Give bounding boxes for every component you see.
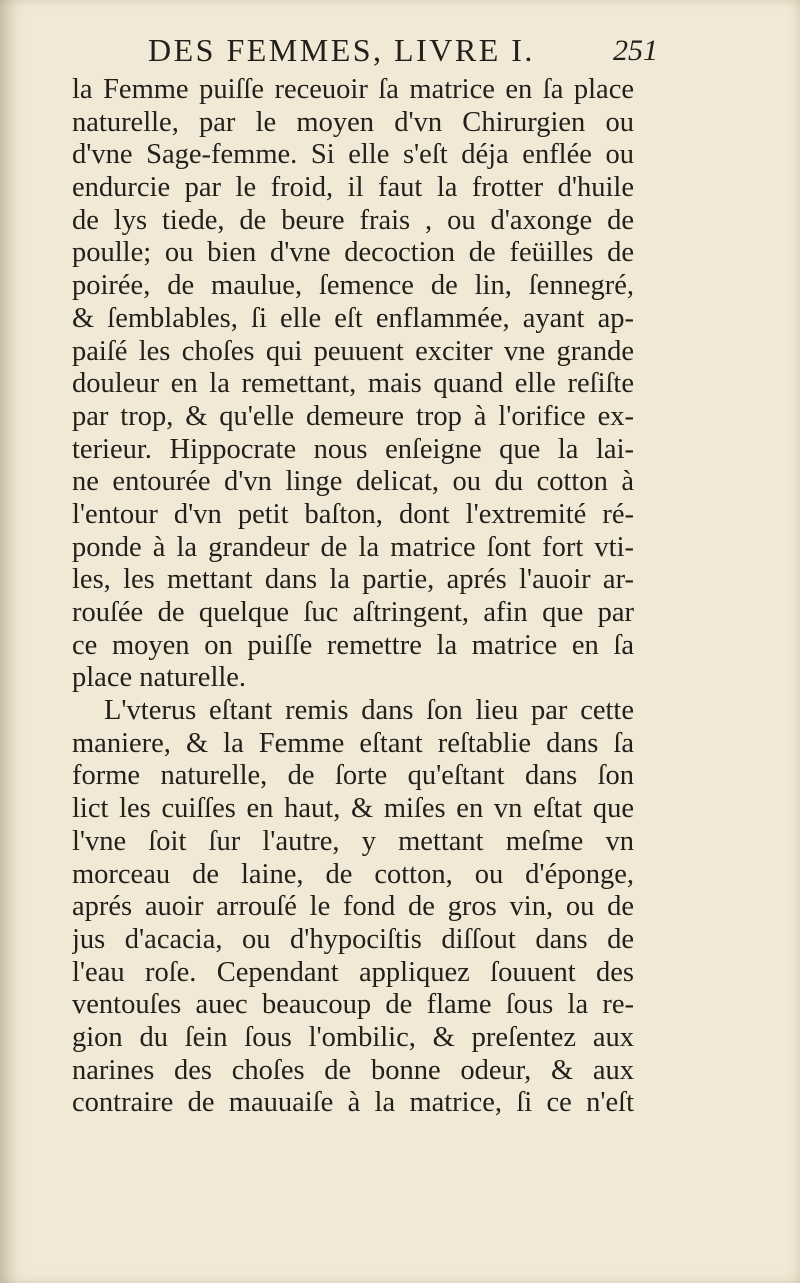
text-line: de lys tiede, de beure frais , ou d'axonge de bbox=[72, 204, 634, 236]
text-line: morceau de laine, de cotton, ou d'éponge, bbox=[72, 858, 634, 890]
page-header bbox=[148, 30, 658, 74]
text-line: poulle; ou bien d'vne decoction de feüilles de bbox=[72, 237, 634, 269]
text-line: l'vne ſoit ſur l'autre, y mettant meſme vn bbox=[72, 825, 634, 857]
text-line: endurcie par le froid, il faut la frotter d'huile bbox=[72, 172, 634, 204]
body-text bbox=[72, 74, 634, 1120]
text-line: ventouſes auec beaucoup de flame ſous la re- bbox=[72, 989, 634, 1021]
text-line: douleur en la remettant, mais quand elle reſiſte bbox=[72, 368, 634, 400]
text-line: & ſemblables, ſi elle eſt enflammée, ayant ap- bbox=[72, 302, 634, 334]
text-line: d'vne Sage-femme. Si elle s'eſt déja enflée ou bbox=[72, 139, 634, 171]
text-line: contraire de mauuaiſe à la matrice, ſi ce n'eſt bbox=[72, 1087, 634, 1119]
text-line: paiſé les choſes qui peuuent exciter vne grande bbox=[72, 335, 634, 367]
text-line: l'eau roſe. Cependant appliquez ſouuent des bbox=[72, 956, 634, 988]
text-line: ponde à la grandeur de la matrice ſont fort vti- bbox=[72, 531, 634, 563]
text-line: l'entour d'vn petit baſton, dont l'extremité ré- bbox=[72, 498, 634, 530]
text-line: gion du ſein ſous l'ombilic, & preſentez aux bbox=[72, 1021, 634, 1053]
text-line: les, les mettant dans la partie, aprés l'auoir ar- bbox=[72, 564, 634, 596]
text-line: ce moyen on puiſſe remettre la matrice en ſa bbox=[72, 629, 634, 661]
text-line: jus d'acacia, ou d'hypociſtis diſſout dans de bbox=[72, 923, 634, 955]
text-line: L'vterus eſtant remis dans ſon lieu par cette bbox=[104, 695, 634, 727]
text-line: ne entourée d'vn linge delicat, ou du cotton à bbox=[72, 466, 634, 498]
text-line: forme naturelle, de ſorte qu'eſtant dans ſon bbox=[72, 760, 634, 792]
text-line: maniere, & la Femme eſtant reſtablie dans ſa bbox=[72, 727, 634, 759]
text-line: naturelle, par le moyen d'vn Chirurgien ou bbox=[72, 106, 634, 138]
text-line: place naturelle. bbox=[72, 662, 247, 694]
text-line: rouſée de quelque ſuc aſtringent, afin que par bbox=[72, 597, 634, 628]
page-number: 251 bbox=[613, 34, 658, 67]
text-line: par trop, & qu'elle demeure trop à l'orifice ex- bbox=[72, 400, 634, 432]
running-title: DES FEMMES, LIVRE I. bbox=[148, 32, 535, 68]
text-line: lict les cuiſſes en haut, & miſes en vn eſtat que bbox=[72, 793, 634, 825]
text-line: terieur. Hippocrate nous enſeigne que la lai- bbox=[72, 433, 634, 465]
text-line: la Femme puiſſe receuoir ſa matrice en ſa place bbox=[72, 74, 634, 105]
text-line: narines des choſes de bonne odeur, & aux bbox=[72, 1054, 634, 1086]
text-line: aprés auoir arrouſé le fond de gros vin, ou de bbox=[72, 891, 634, 923]
text-line: poirée, de maulue, ſemence de lin, ſennegré, bbox=[72, 270, 634, 302]
